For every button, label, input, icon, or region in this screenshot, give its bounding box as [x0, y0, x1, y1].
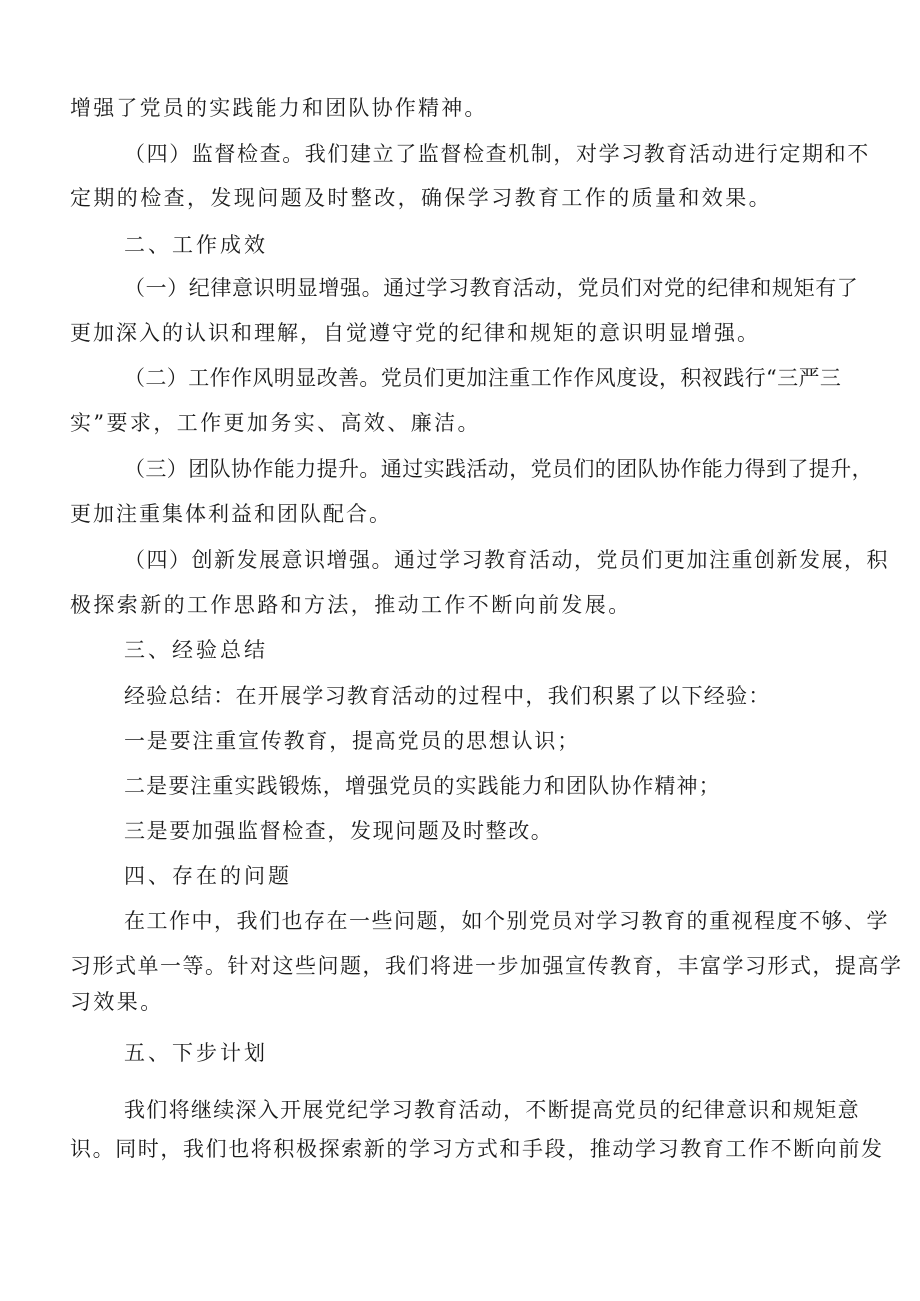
- paragraph-discipline: （一）纪律意识明显增强。通过学习教育活动，党员们对党的纪律和规矩有了: [124, 276, 859, 300]
- experience-item-2: 二是要注重实践锻炼，增强党员的实践能力和团队协作精神；: [124, 774, 721, 798]
- body-text-line: 极探索新的工作思路和方法，推动工作不断向前发展。: [70, 593, 632, 617]
- body-text-line: 习效果。: [70, 990, 164, 1014]
- section-heading-next-plan: 五、下步计划: [124, 1041, 268, 1065]
- paragraph-innovation: （四）创新发展意识增强。通过学习教育活动，党员们更加注重创新发展，积: [124, 548, 889, 572]
- paragraph-experience-intro: 经验总结：在开展学习教育活动的过程中，我们积累了以下经验：: [124, 684, 771, 708]
- paragraph-work-style: （二）工作作风明显改善。党员们更加注重工作作风度设，积衩践行“三严三: [124, 366, 842, 390]
- experience-item-3: 三是要加强监督检查，发现问题及时整改。: [124, 819, 554, 843]
- section-heading-experience: 三、经验总结: [124, 638, 268, 662]
- body-text-line: 定期的检查，发现问题及时整改，确保学习教育工作的质量和效果。: [70, 186, 772, 210]
- body-text-line: 更加注重集体利益和团队配合。: [70, 502, 392, 526]
- body-text-line: 更加深入的认识和理解，自觉遵守党的纪律和规矩的意识明显增强。: [70, 321, 760, 345]
- section-heading-problems: 四、存在的问题: [124, 864, 292, 888]
- paragraph-next-plan: 我们将继续深入开展党纪学习教育活动，不断提高党员的纪律意识和规矩意: [124, 1098, 860, 1122]
- body-text-line: 实”要求，工作更加务实、高效、廉洁。: [70, 411, 481, 435]
- section-heading-results: 二、工作成效: [124, 233, 268, 257]
- body-text-line: 识。同时，我们也将积极探索新的学习方式和手段，推动学习教育工作不断向前发: [70, 1137, 884, 1161]
- body-text-line: 习形式单一等。针对这些问题，我们将进一步加强宣传教育，丰富学习形式，提高学: [70, 954, 903, 978]
- paragraph-teamwork: （三）团队协作能力提升。通过实践活动，党员们的团队协作能力得到了提升，: [124, 457, 873, 481]
- paragraph-problems: 在工作中，我们也存在一些问题，如个别党员对学习教育的重视程度不够、学: [124, 909, 889, 933]
- paragraph-supervision: （四）监督检查。我们建立了监督检查机制，对学习教育活动进行定期和不: [124, 142, 870, 166]
- experience-item-1: 一是要注重宣传教育，提高党员的思想认识；: [124, 729, 580, 753]
- body-text-line: 增强了党员的实践能力和团队协作精神。: [70, 96, 488, 120]
